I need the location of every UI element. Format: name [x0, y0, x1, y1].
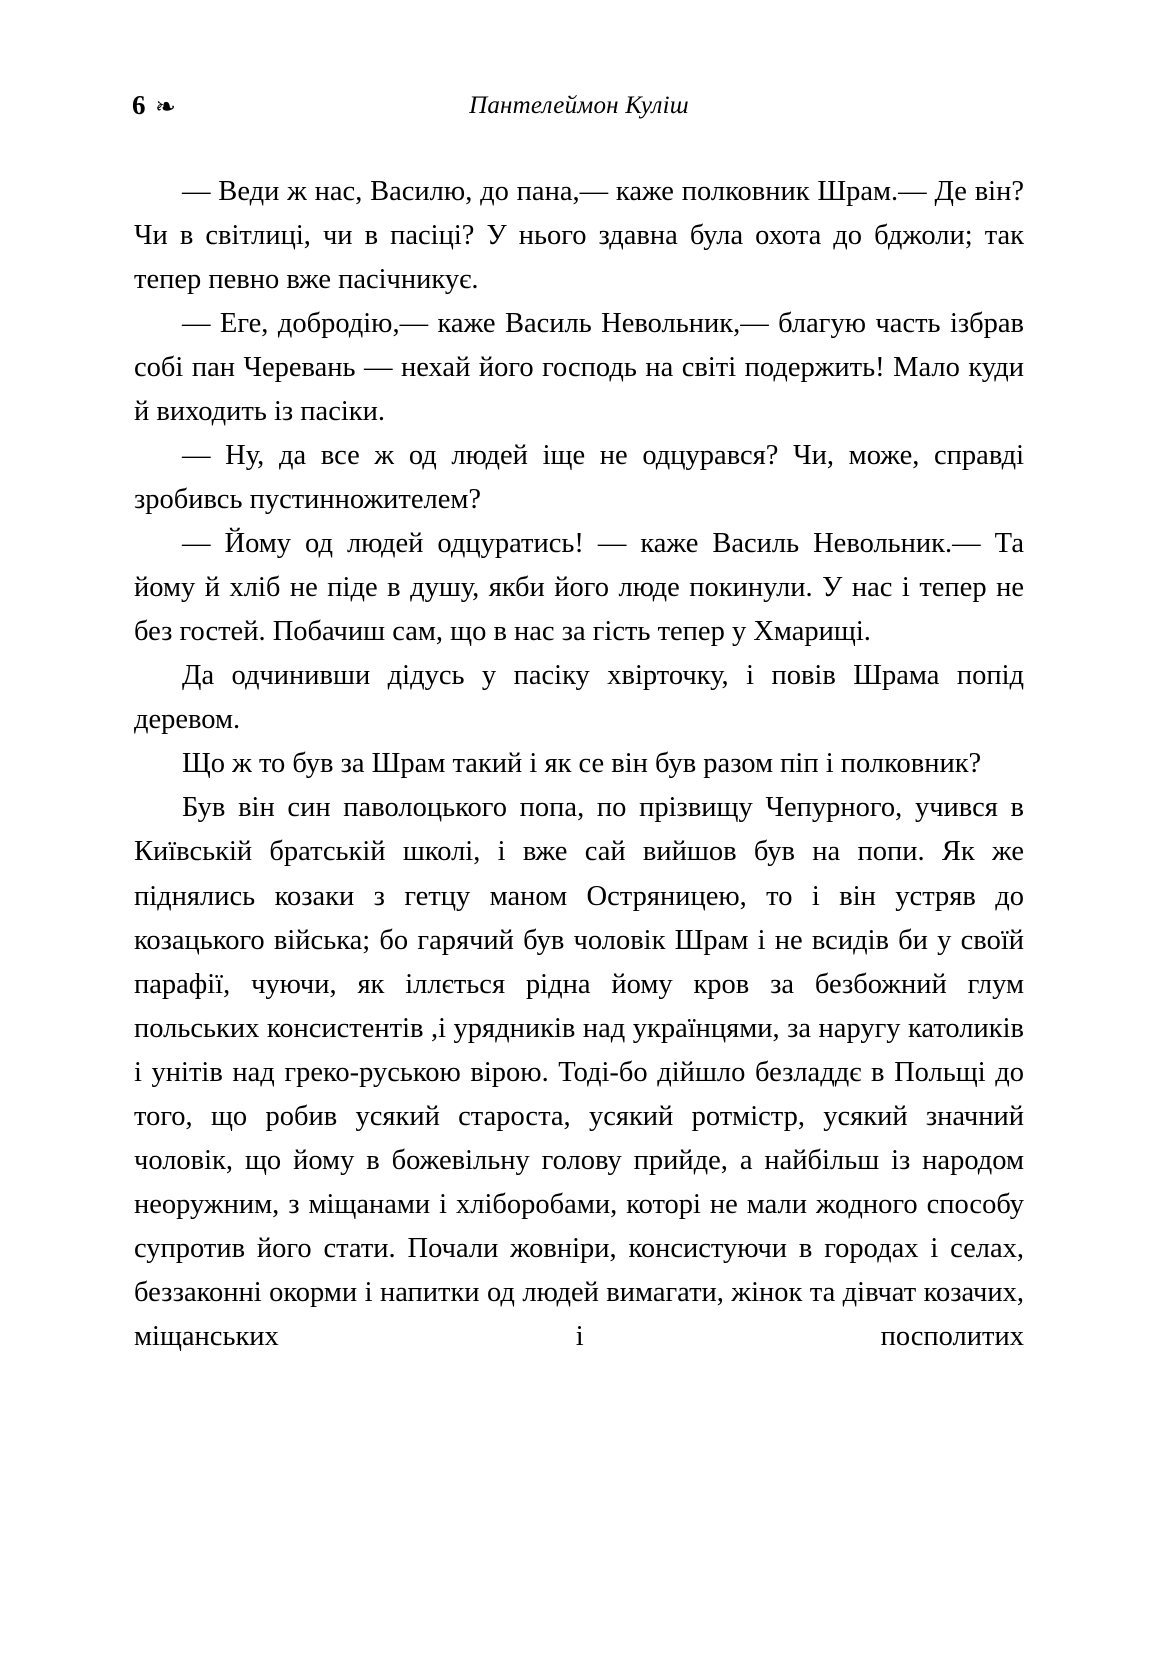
paragraph: — Еге, добродію,— каже Василь Невольник,— благую часть ізбрав собі пан Черевань — нехай його господь на світі подержить! Мало куди й виходить із пасіки. [134, 308, 1024, 428]
paragraph: — Веди ж нас, Василю, до пана,— каже полковник Шрам.— Де він? Чи в світлиці, чи в пасіці? У нього здавна була охота до бджоли; так тепер певно вже пасічникує. [134, 176, 1024, 296]
running-head-title: Пантелеймон Куліш [469, 92, 689, 119]
paragraph: Що ж то був за Шрам такий і як се він був разом піп і полковник? [182, 748, 982, 780]
page-header [132, 92, 1026, 132]
paragraph: — Ну, да все ж од людей іще не одцурався? Чи, може, справді зробивсь пустинножителем? [134, 440, 1024, 516]
body-text [134, 170, 1024, 1359]
page-number: 6 [132, 90, 146, 120]
paragraph: Був він син паволоцького попа, по прізвищу Чепурного, учився в Київській братській школі, і вже сай вийшов був на попи. Як же піднялись козаки з гетцу маном Остряницею, то і він устряв до козацького війська; бо гарячий був чоловік Шрам і не всидів би у своїй парафії, чуючи, як іллється рідна йому кров за безбожний глум польських консистентів ,і урядників над українцями, за наругу католиків і унітів над греко-руською вірою. Тоді-бо дійшло безладдє в Польщі до того, що робив усякий староста, усякий ротмістр, усякий значний чоловік, що йому в божевільну голову прийде, а найбільш із народом неоружним, з міщанами і хліборобами, которі не мали жодного способу супротив його стати. Почали жовніри, консистуючи в городах і селах, беззаконні окорми і напитки од людей вимагати, жінок та дівчат козачих, міщанських і посполитих [134, 792, 1024, 1352]
ornament-icon: ❧ [155, 94, 176, 121]
paragraph: — Йому од людей одцуратись! — каже Василь Невольник.— Та йому й хліб не піде в душу, якби його люде покинули. У нас і тепер не без гостей. Побачиш сам, що в нас за гість тепер у Хмарищі. [134, 528, 1024, 648]
paragraph: Да одчинивши дідусь у пасіку хвірточку, і повів Шрама попід деревом. [134, 660, 1024, 736]
